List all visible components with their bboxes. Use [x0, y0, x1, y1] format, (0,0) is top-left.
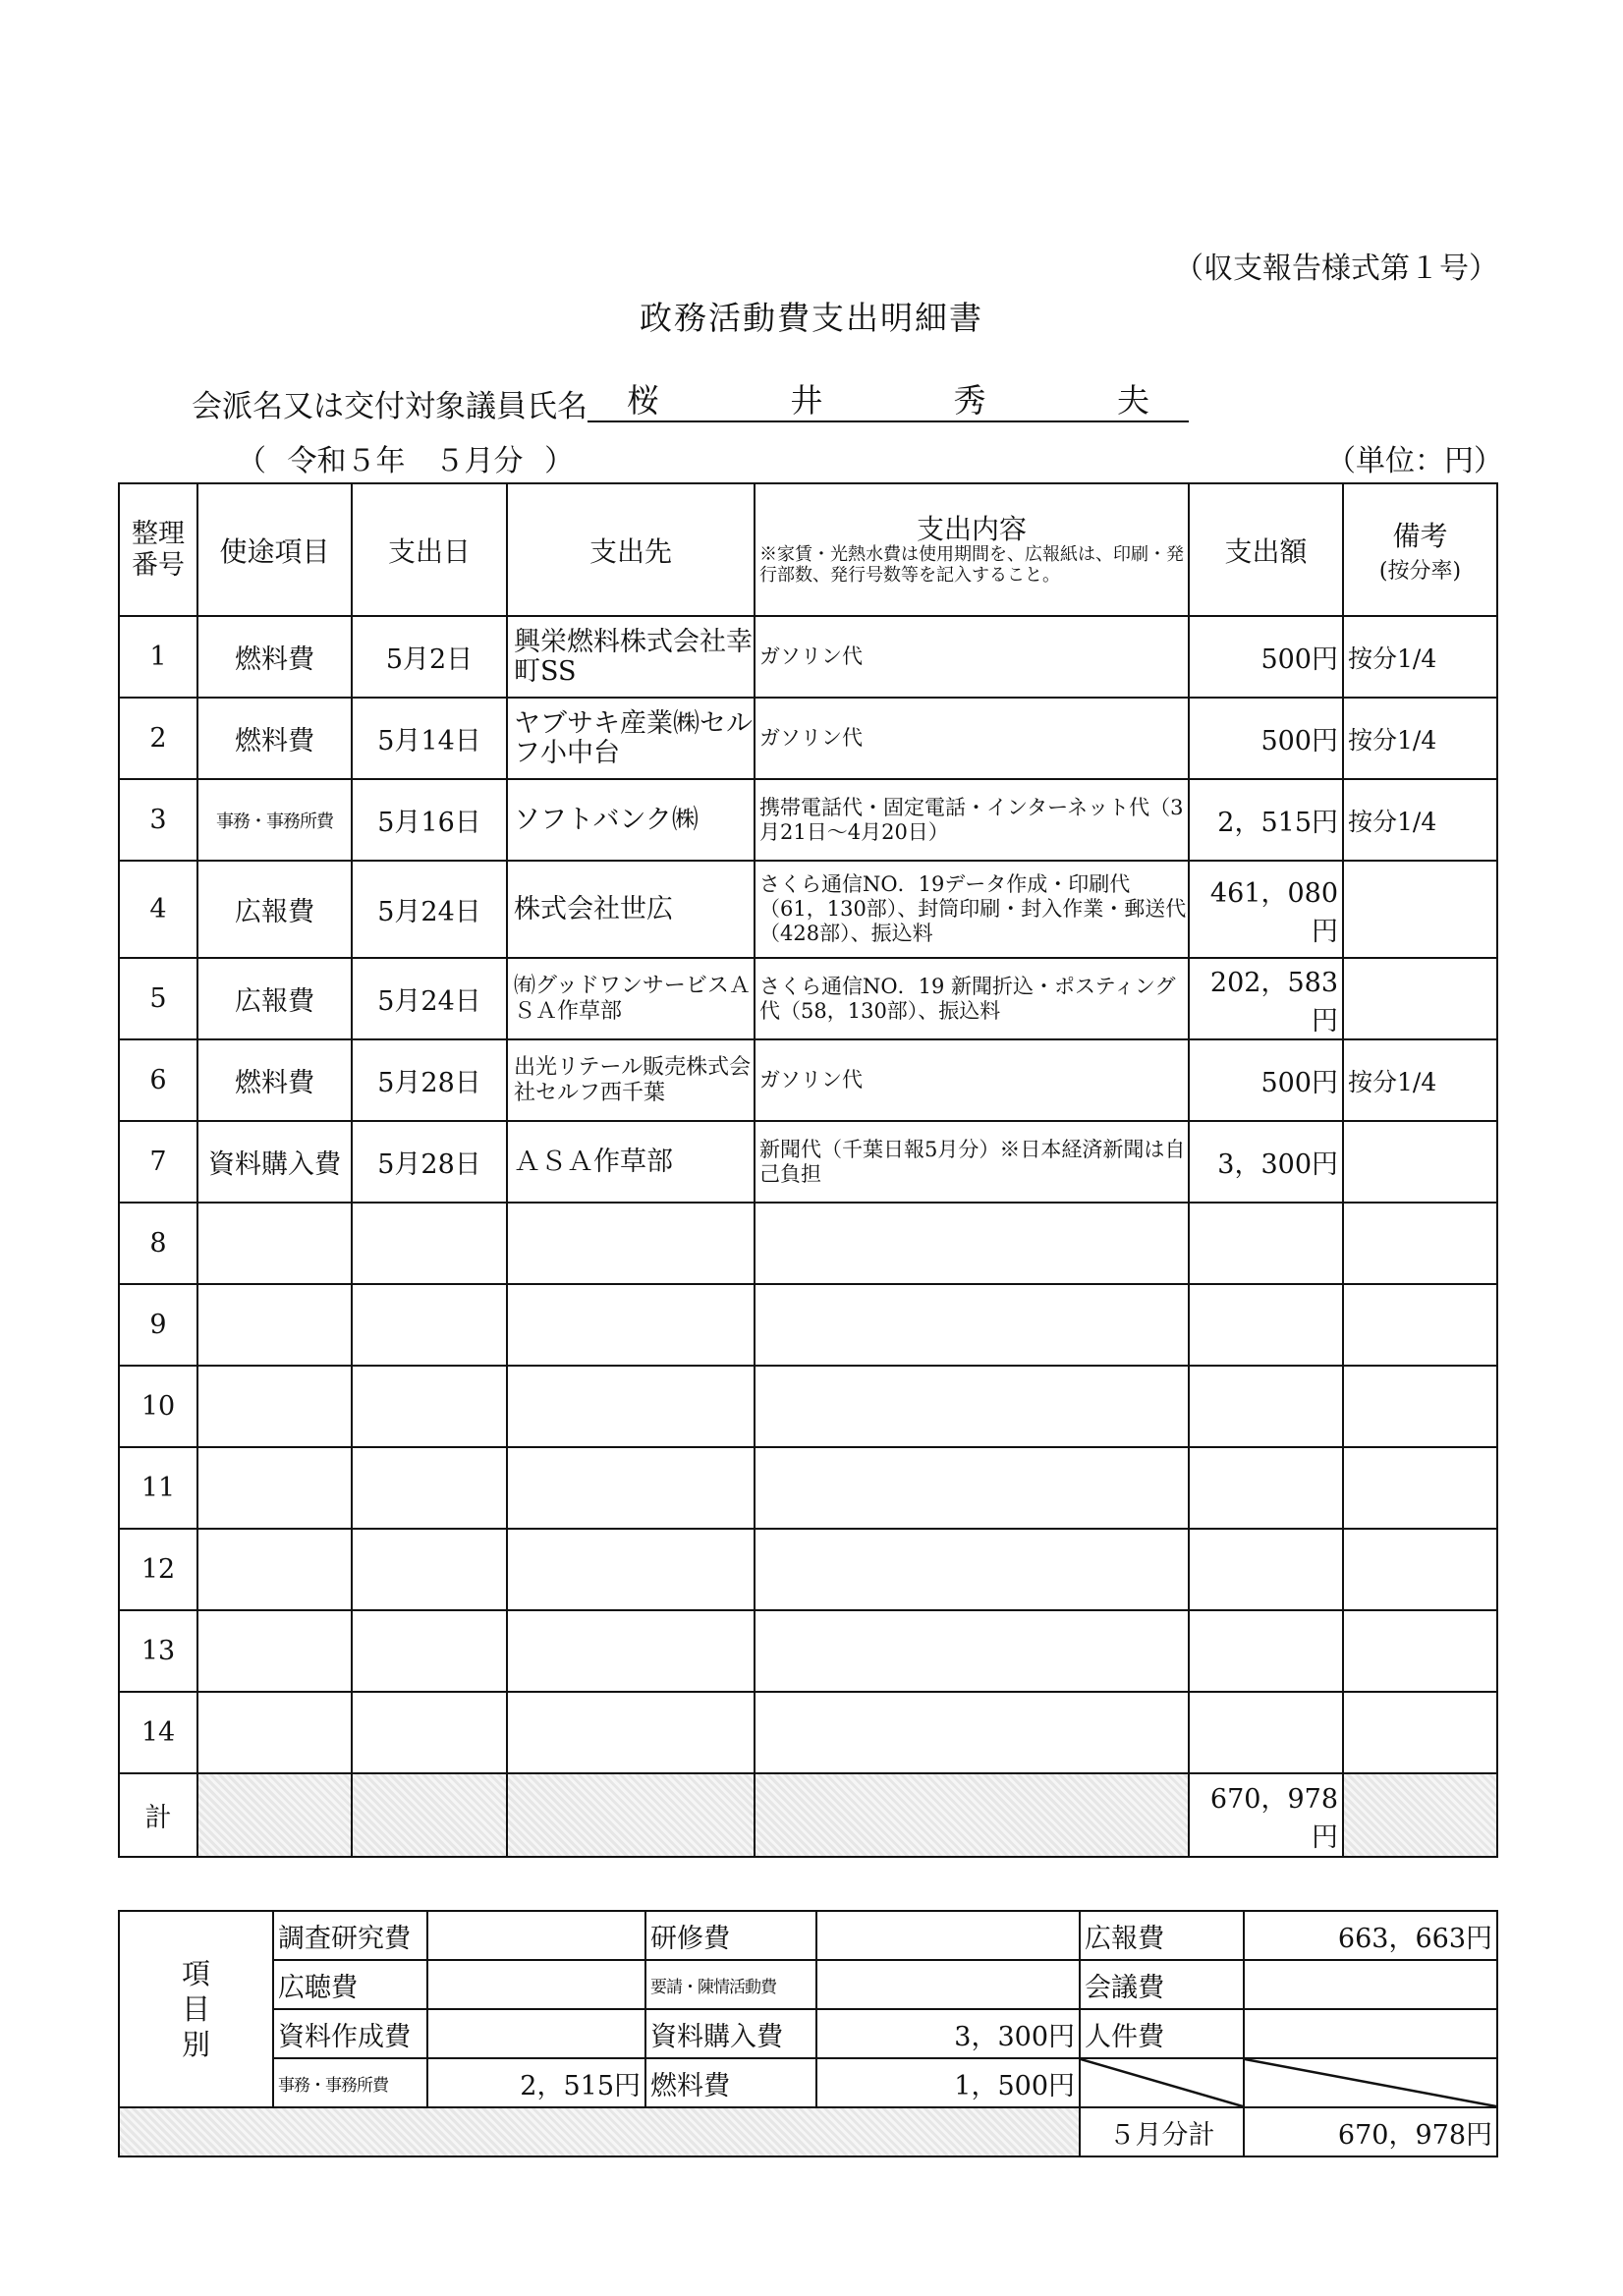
row-remarks: [1343, 1447, 1497, 1529]
shaded-cell: [352, 1773, 507, 1857]
row-remarks: [1343, 1284, 1497, 1366]
row-number: 2: [119, 698, 197, 779]
table-row: [119, 698, 1497, 779]
row-payee: [507, 1203, 755, 1284]
row-remarks: [1343, 1203, 1497, 1284]
row-date: 5月24日: [352, 958, 507, 1039]
row-payee: 興栄燃料株式会社幸町SS: [507, 616, 755, 698]
fuel-value: 1，500円: [816, 2058, 1080, 2107]
row-payee: ＡＳＡ作草部: [507, 1121, 755, 1203]
pr-label: 広報費: [1080, 1911, 1244, 1960]
row-payee: 出光リテール販売株式会社セルフ西千葉: [507, 1039, 755, 1121]
row-date: 5月28日: [352, 1039, 507, 1121]
research-value: [427, 1911, 645, 1960]
hearing-label: 広聴費: [273, 1960, 427, 2009]
expense-table: [118, 482, 1498, 1858]
row-date: [352, 1447, 507, 1529]
row-amount: 461，080円: [1189, 861, 1343, 958]
total-row: [119, 1773, 1497, 1857]
header-date: 支出日: [352, 483, 507, 616]
member-name: [588, 375, 1189, 421]
row-number: 10: [119, 1366, 197, 1447]
row-payee: [507, 1692, 755, 1773]
row-amount: [1189, 1284, 1343, 1366]
research-label: 調査研究費: [273, 1911, 427, 1960]
row-content: [755, 1284, 1189, 1366]
unit-label: （単位：円）: [1326, 444, 1503, 478]
personnel-value: [1244, 2009, 1497, 2058]
row-amount: 202，583円: [1189, 958, 1343, 1039]
header-amount: 支出額: [1189, 483, 1343, 616]
row-remarks: 按分1/4: [1343, 779, 1497, 861]
row-amount: 500円: [1189, 1039, 1343, 1121]
section-label: [119, 1911, 273, 2107]
row-content: 新聞代（千葉日報5月分）※日本経済新聞は自己負担: [755, 1121, 1189, 1203]
row-payee: [507, 1284, 755, 1366]
table-row: [119, 779, 1497, 861]
row-date: [352, 1366, 507, 1447]
row-item: [197, 1529, 352, 1610]
form-number: （収支報告様式第１号）: [1174, 252, 1498, 286]
name-char: 夫: [1116, 381, 1149, 420]
period-close: ）: [544, 444, 575, 478]
table-row: [119, 958, 1497, 1039]
row-number: 12: [119, 1529, 197, 1610]
name-char: 秀: [953, 381, 986, 420]
shaded-cell: [507, 1773, 755, 1857]
row-remarks: [1343, 1121, 1497, 1203]
pr-value: 663，663円: [1244, 1911, 1497, 1960]
table-row: [119, 616, 1497, 698]
summary-row: [119, 2058, 1497, 2107]
meeting-value: [1244, 1960, 1497, 2009]
row-date: [352, 1529, 507, 1610]
header-remarks-sub: (按分率): [1378, 559, 1462, 584]
row-number: 7: [119, 1121, 197, 1203]
summary-row: [119, 1911, 1497, 1960]
row-amount: [1189, 1692, 1343, 1773]
header-number: 整理番号: [119, 483, 197, 616]
row-date: [352, 1692, 507, 1773]
row-remarks: 按分1/4: [1343, 698, 1497, 779]
header-content-note: ※家賃・光熱水費は使用期間を、広報紙は、印刷・発行部数、発行号数等を記入すること。: [759, 543, 1184, 586]
shaded-cell: [755, 1773, 1189, 1857]
section-label-char: 項: [181, 1957, 210, 1990]
name-char: 井: [790, 381, 823, 420]
row-amount: [1189, 1447, 1343, 1529]
row-amount: [1189, 1610, 1343, 1692]
period-text: 令和５年 ５月分: [287, 444, 524, 478]
category-summary-table: [118, 1910, 1498, 2157]
row-content: ガソリン代: [755, 698, 1189, 779]
office-label: 事務・事務所費: [273, 2058, 427, 2107]
summary-total-row: [119, 2107, 1497, 2156]
row-content: [755, 1366, 1189, 1447]
header-remarks: [1343, 483, 1497, 616]
row-payee: [507, 1610, 755, 1692]
table-row: [119, 1447, 1497, 1529]
shaded-cell: [119, 2107, 1080, 2156]
row-payee: ヤブサキ産業㈱セルフ小中台: [507, 698, 755, 779]
name-underline: [588, 420, 1189, 422]
row-remarks: [1343, 1529, 1497, 1610]
row-content: [755, 1529, 1189, 1610]
row-item: 燃料費: [197, 698, 352, 779]
table-row: [119, 1366, 1497, 1447]
shaded-cell: [1343, 1773, 1497, 1857]
table-row: [119, 1529, 1497, 1610]
row-number: 13: [119, 1610, 197, 1692]
row-item: 資料購入費: [197, 1121, 352, 1203]
row-item: [197, 1284, 352, 1366]
row-remarks: 按分1/4: [1343, 616, 1497, 698]
row-remarks: [1343, 958, 1497, 1039]
row-number: 9: [119, 1284, 197, 1366]
row-date: 5月28日: [352, 1121, 507, 1203]
training-label: 研修費: [645, 1911, 816, 1960]
table-row: [119, 861, 1497, 958]
row-amount: 3，300円: [1189, 1121, 1343, 1203]
row-number: 4: [119, 861, 197, 958]
row-amount: [1189, 1203, 1343, 1284]
row-payee: [507, 1366, 755, 1447]
row-item: [197, 1692, 352, 1773]
header-content-title: 支出内容: [916, 512, 1027, 545]
row-content: [755, 1203, 1189, 1284]
petition-value: [816, 1960, 1080, 2009]
table-row: [119, 1203, 1497, 1284]
meeting-label: 会議費: [1080, 1960, 1244, 2009]
name-char: 桜: [627, 381, 659, 420]
section-label-char: 別: [181, 2028, 210, 2061]
petition-label: 要請・陳情活動費: [645, 1960, 816, 2009]
row-date: 5月24日: [352, 861, 507, 958]
row-item: 広報費: [197, 958, 352, 1039]
table-row: [119, 1692, 1497, 1773]
doc-purchase-label: 資料購入費: [645, 2009, 816, 2058]
row-payee: 株式会社世広: [507, 861, 755, 958]
row-payee: [507, 1529, 755, 1610]
month-total-label: ５月分計: [1080, 2107, 1244, 2156]
table-row: [119, 1039, 1497, 1121]
row-item: [197, 1447, 352, 1529]
document-title: 政務活動費支出明細書: [640, 299, 983, 337]
row-remarks: [1343, 861, 1497, 958]
row-content: ガソリン代: [755, 616, 1189, 698]
name-label: 会派名又は交付対象議員氏名: [192, 389, 588, 424]
section-label-char: 目: [181, 1992, 210, 2026]
row-content: [755, 1447, 1189, 1529]
row-payee: ㈲グッドワンサービスＡＳＡ作草部: [507, 958, 755, 1039]
row-content: さくら通信NO．19データ作成・印刷代（61，130部）、封筒印刷・封入作業・郵送代（428部）、振込料: [755, 861, 1189, 958]
row-item: 燃料費: [197, 616, 352, 698]
row-number: 1: [119, 616, 197, 698]
doc-creation-label: 資料作成費: [273, 2009, 427, 2058]
period-open: （: [237, 444, 266, 478]
row-item: 事務・事務所費: [197, 779, 352, 861]
row-remarks: [1343, 1692, 1497, 1773]
hearing-value: [427, 1960, 645, 2009]
row-remarks: [1343, 1610, 1497, 1692]
row-date: 5月16日: [352, 779, 507, 861]
row-content: さくら通信NO．19 新聞折込・ポスティング代（58，130部）、振込料: [755, 958, 1189, 1039]
summary-row: [119, 2009, 1497, 2058]
header-payee: 支出先: [507, 483, 755, 616]
row-amount: [1189, 1529, 1343, 1610]
row-number: 11: [119, 1447, 197, 1529]
fuel-label: 燃料費: [645, 2058, 816, 2107]
row-item: [197, 1366, 352, 1447]
row-amount: 500円: [1189, 616, 1343, 698]
row-item: 広報費: [197, 861, 352, 958]
training-value: [816, 1911, 1080, 1960]
row-payee: [507, 1447, 755, 1529]
row-amount: 2，515円: [1189, 779, 1343, 861]
office-value: 2，515円: [427, 2058, 645, 2107]
row-number: 14: [119, 1692, 197, 1773]
row-amount: [1189, 1366, 1343, 1447]
row-remarks: [1343, 1366, 1497, 1447]
diagonal-cell: [1244, 2058, 1497, 2107]
row-date: [352, 1610, 507, 1692]
shaded-cell: [197, 1773, 352, 1857]
header-content: [755, 483, 1189, 616]
row-item: 燃料費: [197, 1039, 352, 1121]
row-date: [352, 1203, 507, 1284]
row-content: ガソリン代: [755, 1039, 1189, 1121]
table-row: [119, 1121, 1497, 1203]
row-item: [197, 1203, 352, 1284]
table-row: [119, 1284, 1497, 1366]
total-label: 計: [119, 1773, 197, 1857]
row-content: [755, 1610, 1189, 1692]
row-date: 5月2日: [352, 616, 507, 698]
row-payee: ソフトバンク㈱: [507, 779, 755, 861]
row-number: 3: [119, 779, 197, 861]
row-date: [352, 1284, 507, 1366]
total-amount: 670，978円: [1189, 1773, 1343, 1857]
row-content: 携帯電話代・固定電話・インターネット代（3月21日～4月20日）: [755, 779, 1189, 861]
header-item: 使途項目: [197, 483, 352, 616]
row-item: [197, 1610, 352, 1692]
row-amount: 500円: [1189, 698, 1343, 779]
row-date: 5月14日: [352, 698, 507, 779]
doc-purchase-value: 3，300円: [816, 2009, 1080, 2058]
table-row: [119, 1610, 1497, 1692]
row-remarks: 按分1/4: [1343, 1039, 1497, 1121]
row-content: [755, 1692, 1189, 1773]
report-period: [231, 436, 580, 479]
row-number: 5: [119, 958, 197, 1039]
doc-creation-value: [427, 2009, 645, 2058]
personnel-label: 人件費: [1080, 2009, 1244, 2058]
diagonal-cell: [1080, 2058, 1244, 2107]
table-header-row: [119, 483, 1497, 616]
summary-row: [119, 1960, 1497, 2009]
month-total-value: 670，978円: [1244, 2107, 1497, 2156]
row-number: 6: [119, 1039, 197, 1121]
header-remarks-title: 備考: [1392, 520, 1448, 552]
row-number: 8: [119, 1203, 197, 1284]
